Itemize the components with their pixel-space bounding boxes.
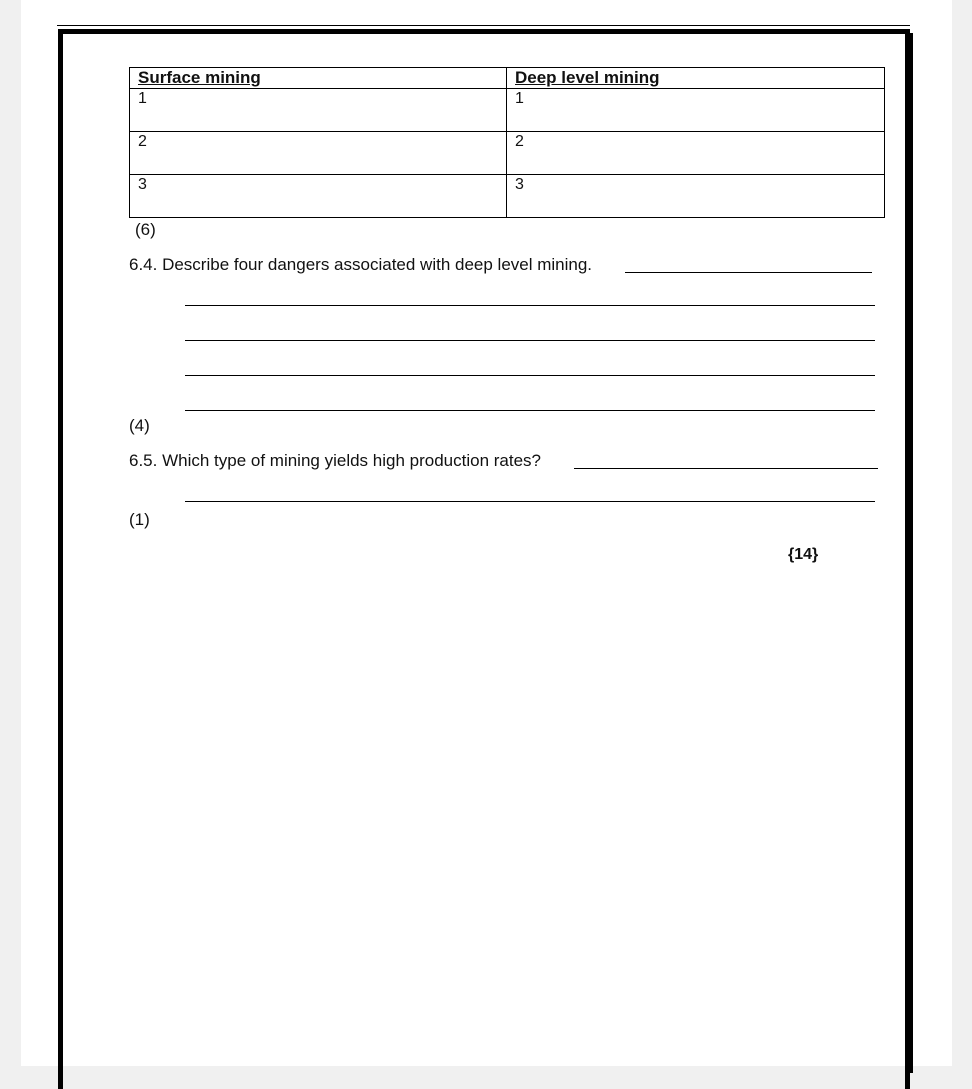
answer-line-6-5-1[interactable] bbox=[185, 501, 875, 502]
answer-line-6-4-inline[interactable] bbox=[625, 272, 872, 273]
mining-comparison-table bbox=[129, 67, 885, 218]
table-row bbox=[130, 175, 885, 218]
answer-line-6-5-inline[interactable] bbox=[574, 468, 878, 469]
header-deep-level-mining: Deep level mining bbox=[507, 68, 885, 89]
question-6-5: 6.5. Which type of mining yields high production rates? bbox=[129, 451, 542, 470]
section-total-marks: {14} bbox=[788, 546, 819, 563]
answer-line-6-4-4[interactable] bbox=[185, 410, 875, 411]
page-border-shadow bbox=[910, 33, 913, 1073]
answer-cell-deep-3[interactable]: 3 bbox=[507, 175, 885, 218]
answer-cell-surface-3[interactable]: 3 bbox=[130, 175, 507, 218]
page-border-top-rule bbox=[57, 25, 910, 26]
answer-cell-surface-1[interactable]: 1 bbox=[130, 89, 507, 132]
table-row bbox=[130, 89, 885, 132]
question-6-5-marks: (1) bbox=[129, 510, 150, 529]
answer-line-6-4-1[interactable] bbox=[185, 305, 875, 306]
answer-line-6-4-2[interactable] bbox=[185, 340, 875, 341]
answer-line-6-4-3[interactable] bbox=[185, 375, 875, 376]
header-surface-mining: Surface mining bbox=[130, 68, 507, 89]
table-header-row bbox=[130, 68, 885, 89]
question-6-4: 6.4. Describe four dangers associated with deep level mining. bbox=[129, 255, 593, 274]
table-marks: (6) bbox=[135, 220, 156, 239]
table-row bbox=[130, 132, 885, 175]
answer-cell-surface-2[interactable]: 2 bbox=[130, 132, 507, 175]
answer-cell-deep-2[interactable]: 2 bbox=[507, 132, 885, 175]
answer-cell-deep-1[interactable]: 1 bbox=[507, 89, 885, 132]
question-6-4-marks: (4) bbox=[129, 416, 150, 435]
